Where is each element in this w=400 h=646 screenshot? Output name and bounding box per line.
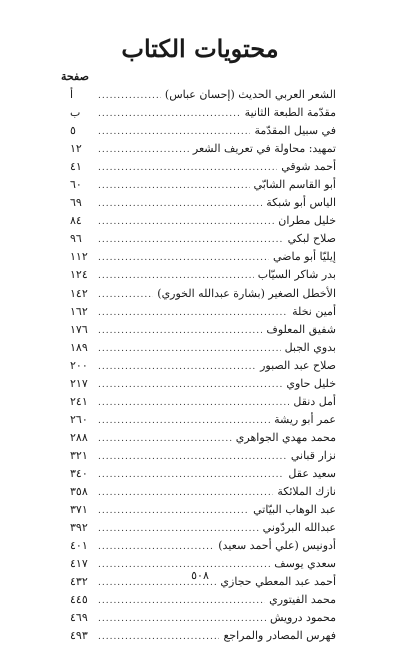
dot-leader	[98, 592, 265, 610]
toc-entry	[70, 429, 336, 447]
toc-entry-title: أحمد شوقي	[281, 160, 336, 174]
page-title: محتويات الكتاب	[121, 34, 279, 63]
toc-entry-page: ٢١٧	[70, 376, 88, 390]
toc-entry	[70, 104, 336, 122]
dot-leader	[98, 231, 284, 249]
toc-entry-page: ١٦٢	[70, 304, 88, 318]
dot-leader	[98, 213, 274, 231]
dot-leader	[98, 195, 262, 213]
toc-entry-title: صلاح عبد الصبور	[260, 358, 336, 372]
toc-entry-page: ٨٤	[70, 214, 82, 228]
dot-leader	[98, 340, 281, 358]
toc-entry	[70, 519, 336, 537]
toc-entry-page: ٥	[70, 124, 76, 138]
toc-entry-page: ٢٤١	[70, 394, 88, 408]
dot-leader	[98, 358, 256, 376]
toc-entry-page: ٤٤٥	[70, 593, 88, 607]
toc-entry-page: ٤٩٣	[70, 629, 88, 643]
toc-entry-title: الياس أبو شبكة	[266, 196, 336, 210]
toc-entry	[70, 140, 336, 158]
dot-leader	[98, 430, 232, 448]
toc-entry	[70, 158, 336, 176]
toc-entry-title: أبو القاسم الشابّي	[253, 178, 336, 192]
toc-entry-title: في سبيل المقدّمة	[254, 124, 336, 138]
toc-entry-title: نزار قباني	[290, 448, 336, 462]
toc-entry-title: أمل دنقل	[293, 394, 336, 408]
toc-entry-page: ٤١	[70, 160, 82, 174]
toc-entry-title: خليل مطران	[278, 214, 336, 228]
toc-entry	[70, 339, 336, 357]
toc-entry	[70, 230, 336, 248]
toc-entry	[70, 393, 336, 411]
toc-entry	[70, 591, 336, 609]
toc-entry	[70, 501, 336, 519]
toc-entry-page: ١٢	[70, 142, 82, 156]
toc-entry-title: محمد مهدي الجواهري	[235, 430, 336, 444]
toc-entry-title: الأخطل الصغير (بشارة عبدالله الخوري)	[157, 286, 336, 300]
toc-entry-title: صلاح لبكي	[287, 232, 336, 246]
dot-leader	[98, 376, 282, 394]
toc-entry	[70, 447, 336, 465]
dot-leader	[98, 538, 214, 556]
toc-entry-title: إيليّا أبو ماضي	[273, 250, 336, 264]
toc-entry-title: محمد الفيتوري	[269, 593, 336, 607]
toc-entry	[70, 627, 336, 645]
toc-entry-page: ٣٤٠	[70, 466, 88, 480]
toc-entry-title: سعدي يوسف	[274, 557, 336, 571]
toc-entry-page: ١٤٢	[70, 286, 88, 300]
toc-entry-page: ٦٠	[70, 178, 82, 192]
toc-entry-page: ٤١٧	[70, 557, 88, 571]
toc-entry-title: شفيق المعلوف	[266, 322, 336, 336]
toc-entry-title: عبد الوهاب البيّاتي	[253, 503, 336, 517]
toc-entry-page: ١١٢	[70, 250, 88, 264]
toc-entry-title: نازك الملائكة	[277, 485, 336, 499]
toc-entry-title: عبدالله البردّوني	[262, 521, 336, 535]
toc-entry-title: أمين نخلة	[292, 304, 336, 318]
toc-entry-page: أ	[70, 88, 74, 101]
toc-entry	[70, 321, 336, 339]
toc-entry-page: ٣٩٢	[70, 521, 88, 535]
dot-leader	[98, 466, 284, 484]
toc-entry-title: بدوي الجبل	[284, 340, 336, 354]
toc-entry-title: خليل حاوي	[286, 376, 336, 390]
toc-entry	[70, 411, 336, 429]
dot-leader	[98, 159, 277, 177]
toc-entry	[70, 176, 336, 194]
dot-leader	[98, 87, 161, 105]
toc-entry-page: ١٧٦	[70, 322, 88, 336]
toc-entry-page: ٤٠١	[70, 539, 88, 553]
toc-entry	[70, 285, 336, 303]
dot-leader	[98, 322, 262, 340]
dot-leader	[98, 141, 189, 159]
dot-leader	[98, 610, 266, 628]
toc-entry	[70, 194, 336, 212]
dot-leader	[98, 267, 254, 285]
toc-entry	[70, 375, 336, 393]
dot-leader	[98, 448, 287, 466]
toc-entry-title: محمود درويش	[269, 611, 336, 625]
dot-leader	[98, 123, 250, 141]
toc-entry-page: ٢٦٠	[70, 412, 88, 426]
toc-entry-page: ٣٧١	[70, 503, 88, 517]
toc-entry-page: ٢٠٠	[70, 358, 88, 372]
toc-entry	[70, 537, 336, 555]
dot-leader	[98, 394, 289, 412]
toc-entry-page: ٣٢١	[70, 448, 88, 462]
toc-entry-page: ٣٥٨	[70, 485, 88, 499]
table-of-contents	[70, 86, 336, 645]
dot-leader	[98, 628, 219, 646]
dot-leader	[98, 304, 288, 322]
toc-entry	[70, 303, 336, 321]
toc-entry-page: ب	[70, 106, 81, 120]
toc-entry-title: الشعر العربي الحديث (إحسان عباس)	[164, 88, 336, 101]
dot-leader	[98, 484, 273, 502]
toc-entry	[70, 86, 336, 104]
toc-entry-title: أحمد عبد المعطي حجازي	[220, 575, 336, 589]
dot-leader	[98, 177, 250, 195]
toc-entry-title: أدونيس (علي أحمد سعيد)	[218, 539, 336, 553]
toc-entry	[70, 483, 336, 501]
toc-entry-page: ٢٨٨	[70, 430, 88, 444]
dot-leader	[98, 520, 259, 538]
toc-entry-title: بدر شاكر السيّاب	[257, 268, 336, 282]
dot-leader	[98, 502, 249, 520]
toc-entry-page: ٦٩	[70, 196, 82, 210]
page-column-header: صفحة	[61, 70, 89, 83]
toc-entry	[70, 212, 336, 230]
toc-entry-title: سعيد عقل	[288, 466, 336, 480]
toc-entry	[70, 248, 336, 266]
toc-entry	[70, 266, 336, 284]
dot-leader	[98, 105, 241, 123]
toc-entry	[70, 122, 336, 140]
toc-entry-page: ٤٣٢	[70, 575, 88, 589]
toc-entry-title: عمر أبو ريشة	[274, 412, 336, 426]
page-number: ٥٠٨	[191, 569, 209, 582]
dot-leader	[98, 249, 269, 267]
toc-entry-page: ٤٦٩	[70, 611, 88, 625]
toc-entry-page: ٩٦	[70, 232, 82, 246]
toc-entry-title: تمهيد: محاولة في تعريف الشعر	[192, 142, 336, 156]
toc-entry	[70, 465, 336, 483]
toc-entry	[70, 609, 336, 627]
toc-entry-title: فهرس المصادر والمراجع	[223, 629, 336, 643]
toc-entry-title: مقدّمة الطبعة الثانية	[244, 106, 336, 120]
dot-leader	[98, 412, 270, 430]
toc-entry-page: ١٨٩	[70, 340, 88, 354]
toc-entry-page: ١٢٤	[70, 268, 88, 282]
toc-entry	[70, 357, 336, 375]
dot-leader	[98, 286, 153, 304]
